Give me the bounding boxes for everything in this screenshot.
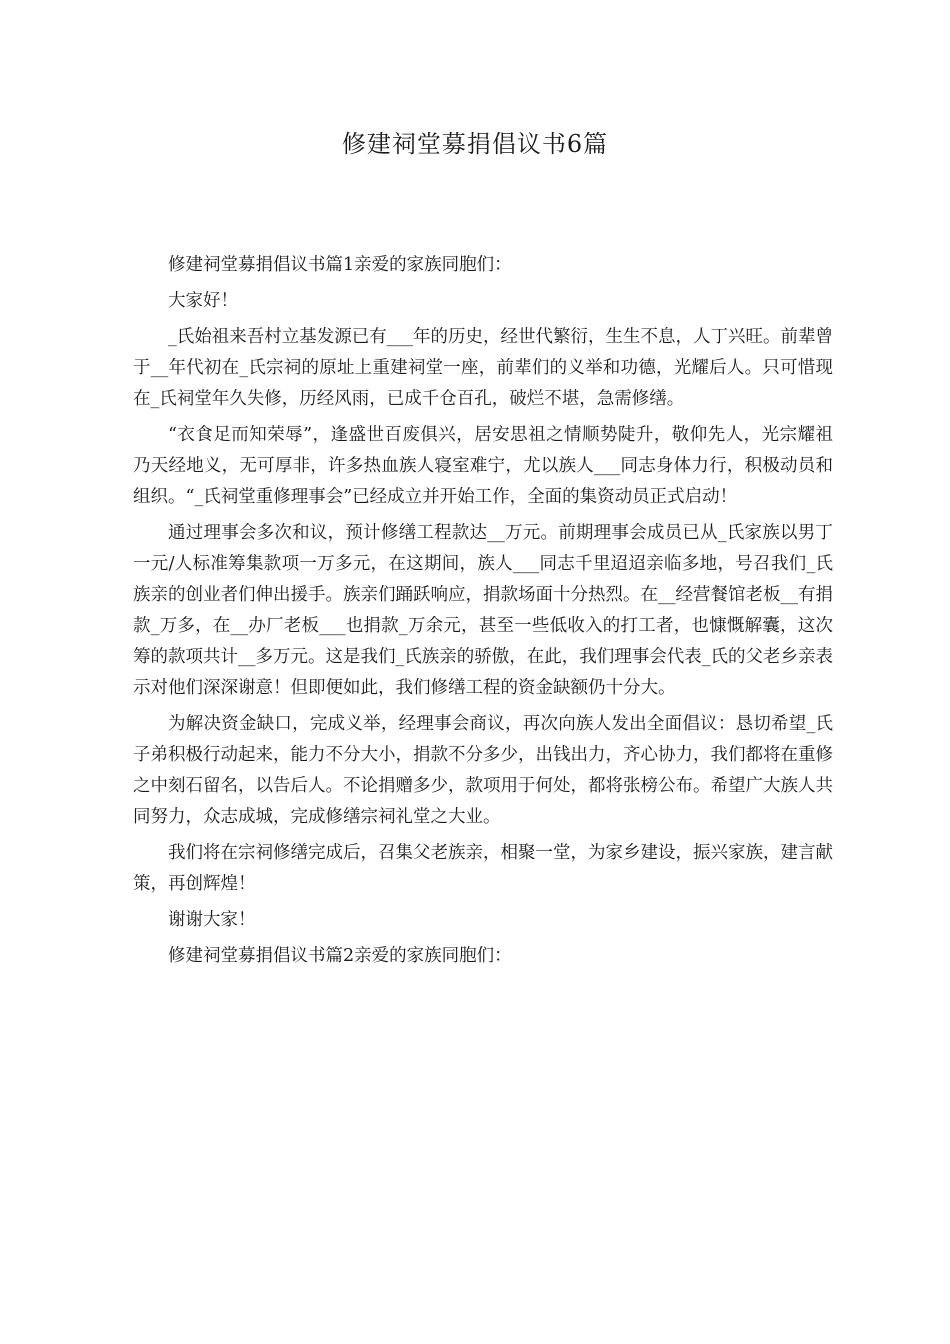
body-paragraph: 为解决资金缺口，完成义举，经理事会商议，再次向族人发出全面倡议：恳切希望_氏子弟积极行动起来，能力不分大小，捐款不分多少，出钱出力，齐心协力，我们都将在重修之中刻石留名，以告后人。不论捐赠多少，款项用于何处，都将张榜公布。希望广大族人共同努力，众志成城，完成修缮宗祠礼堂之大业。 [133, 714, 833, 827]
body-paragraph: 我们将在宗祠修缮完成后，召集父老族亲，相聚一堂，为家乡建设，振兴家族，建言献策，再创辉煌！ [133, 843, 833, 894]
body-paragraph: 通过理事会多次和议，预计修缮工程款达__万元。前期理事会成员已从_氏家族以男丁一元/人标准筹集款项一万多元，在这期间，族人___同志千里迢迢亲临多地，号召我们_氏族亲的创业者们伸出援手。族亲们踊跃响应，捐款场面十分热烈。在__经营餐馆老板__有捐款_万多，在__办厂老板___也捐款_万余元，甚至一些低收入的打工者，也慷慨解囊，这次筹的款项共计__多万元。这是我们_氏族亲的骄傲，在此，我们理事会代表_氏的父老乡亲表示对他们深深谢意！但即便如此，我们修缮工程的资金缺额仍十分大。 [133, 523, 833, 698]
closing-paragraph: 谢谢大家！ [168, 910, 256, 930]
document-title: 修建祠堂募捐倡议书6篇 [341, 130, 609, 158]
body-paragraph: _氏始祖来吾村立基发源已有___年的历史，经世代繁衍，生生不息，人丁兴旺。前辈曾于__年代初在_氏宗祠的原址上重建祠堂一座，前辈们的义举和功德，光耀后人。只可惜现在_氏祠堂年久失修，历经风雨，已成千仓百孔，破烂不堪，急需修缮。 [133, 327, 833, 409]
greeting-paragraph: 大家好！ [168, 291, 238, 311]
heading-paragraph-2: 修建祠堂募捐倡议书篇2亲爱的家族同胞们： [168, 946, 512, 966]
heading-paragraph-1: 修建祠堂募捐倡议书篇1亲爱的家族同胞们： [168, 255, 512, 275]
body-paragraph: “衣食足而知荣辱”，逢盛世百废俱兴，居安思祖之情顺势陡升，敬仰先人，光宗耀祖乃天经地义，无可厚非，许多热血族人寝室难宁，尤以族人___同志身体力行，积极动员和组织。“_氏祠堂重修理事会”已经成立并开始工作，全面的集资动员正式启动！ [133, 425, 833, 507]
document-body [133, 250, 833, 977]
